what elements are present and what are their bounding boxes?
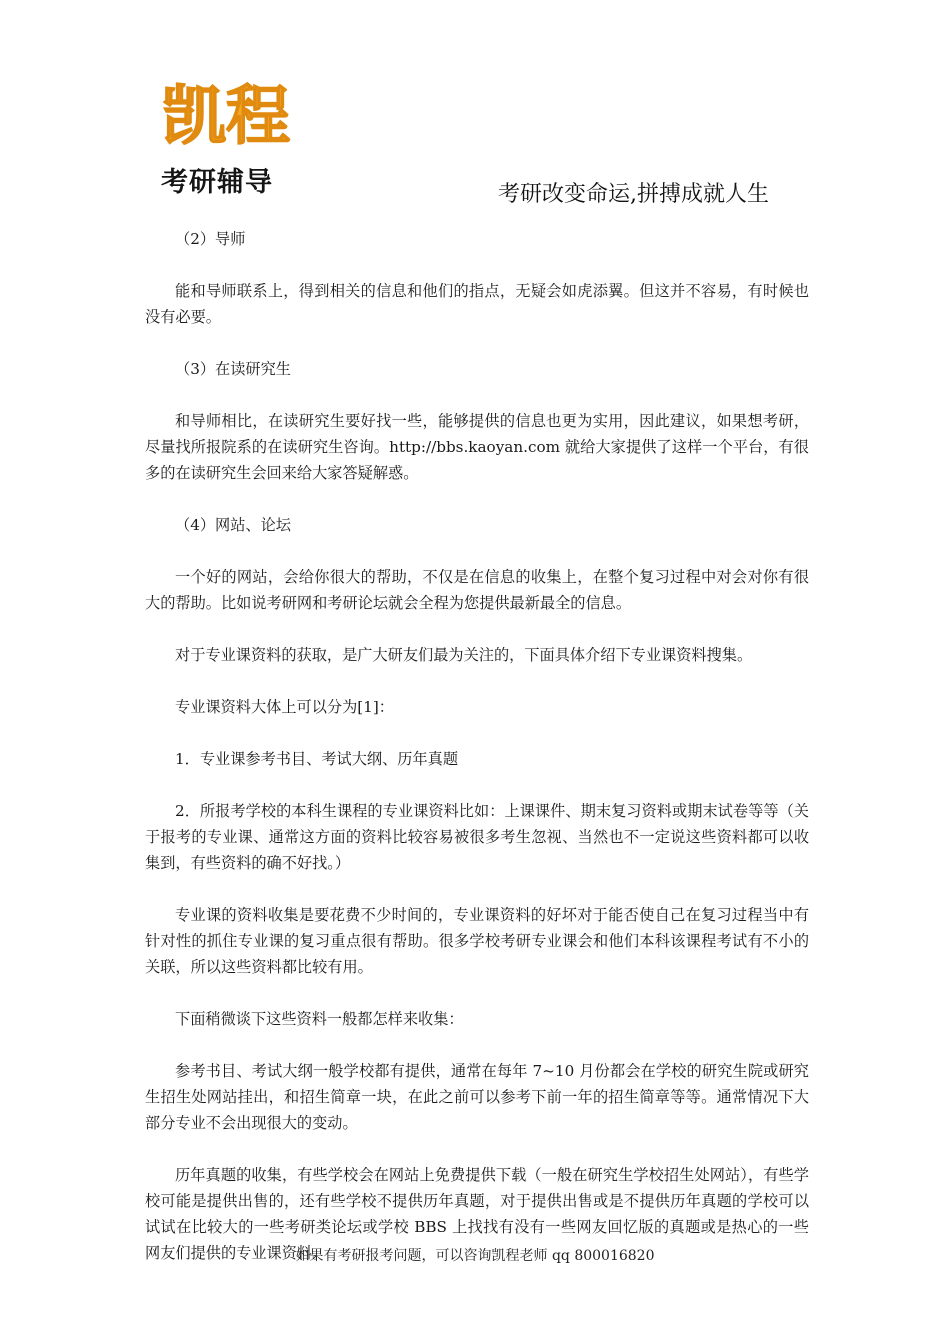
paragraph-reference-books: 参考书目、考试大纲一般学校都有提供，通常在每年 7~10 月份都会在学校的研究生院或研究生招生处网站挂出，和招生简章一块，在此之前可以参考下前一年的招生简章等等。通常情况下大部分专业不会出现很大的变动。 [145,1062,809,1132]
list-item-1: 1．专业课参考书目、考试大纲、历年真题 [175,750,459,768]
kaicheng-logo [153,72,303,197]
paragraph-websites: 一个好的网站，会给你很大的帮助，不仅是在信息的收集上，在整个复习过程中对会对你有很大的帮助。比如说考研网和考研论坛就会全程为您提供最新最全的信息。 [145,568,809,612]
paragraph-grad-students: 和导师相比，在读研究生要好找一些，能够提供的信息也更为实用，因此建议，如果想考研，尽量找所报院系的在读研究生咨询。http://bbs.kaoyan.com 就给大家提供了这样一个平台，有很多的在读研究生会回来给大家答疑解惑。 [145,412,809,482]
section-heading-advisor: （2）导师 [175,230,246,248]
list-item-2: 2．所报考学校的本科生课程的专业课资料比如：上课课件、期末复习资料或期末试卷等等（关于报考的专业课、通常这方面的资料比较容易被很多考生忽视、当然也不一定说这些资料都可以收集到，有些资料的确不好找。） [145,802,809,872]
paragraph-advisor: 能和导师联系上，得到相关的信息和他们的指点，无疑会如虎添翼。但这并不容易，有时候也没有必要。 [145,282,809,326]
logo-wordmark [160,72,300,154]
document-body [145,226,809,1266]
section-heading-grad-students: （3）在读研究生 [175,360,291,378]
paragraph-collection-time: 专业课的资料收集是要花费不少时间的，专业课资料的好坏对于能否使自己在复习过程当中有针对性的抓住专业课的复习重点很有帮助。很多学校考研专业课会和他们本科该课程考试有不小的关联，所以这些资料都比较有用。 [145,906,809,976]
paragraph-past-exams: 历年真题的收集，有些学校会在网站上免费提供下载（一般在研究生学校招生处网站），有些学校可能是提供出售的，还有些学校不提供历年真题，对于提供出售或是不提供历年真题的学校可以试试在比较大的一些考研类论坛或学校 BBS 上找找有没有一些网友回忆版的真题或是热心的一些网友们提供的专业课资料。 [145,1166,809,1262]
logo-subtitle: 考研辅导 [161,167,273,198]
page-footer: 如果有考研报考问题，可以咨询凯程老师 qq 800016820 [295,1248,655,1264]
logo-title-text: 凯程 [162,80,290,154]
paragraph-collection-how: 下面稍微谈下这些资料一般都怎样来收集： [175,1010,464,1028]
paragraph-materials-intro: 对于专业课资料的获取，是广大研友们最为关注的，下面具体介绍下专业课资料搜集。 [175,646,753,664]
section-heading-websites: （4）网站、论坛 [175,516,291,534]
slogan: 考研改变命运,拼搏成就人生 [498,182,769,207]
paragraph-materials-categories: 专业课资料大体上可以分为[1]： [175,698,394,716]
